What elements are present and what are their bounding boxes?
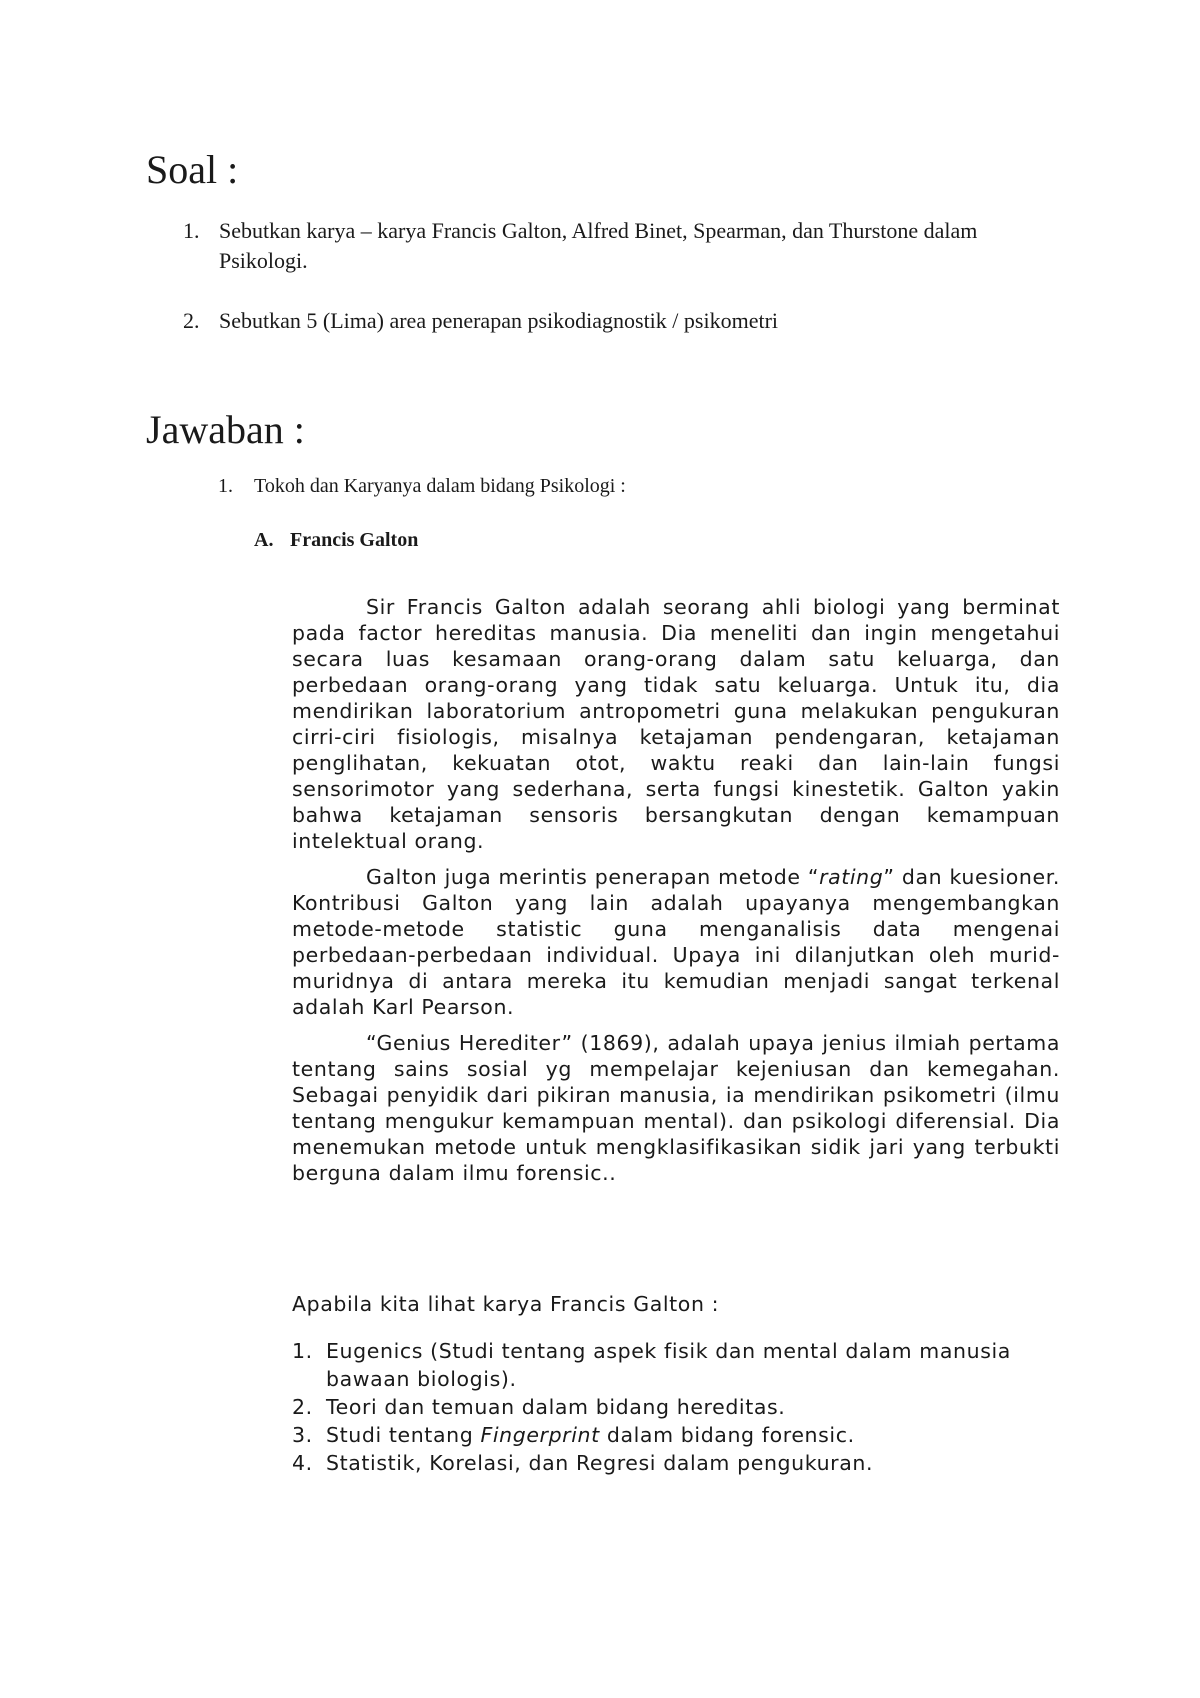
works-intro: Apabila kita lihat karya Francis Galton : xyxy=(292,1292,720,1316)
list-item xyxy=(292,1421,1062,1449)
paragraph-text: Galton juga merintis penerapan metode “ xyxy=(366,865,820,889)
list-number: 2. xyxy=(292,1395,313,1419)
list-item xyxy=(292,1393,1062,1421)
list-number: 3. xyxy=(292,1423,313,1447)
section-title: Francis Galton xyxy=(290,529,419,551)
section-heading xyxy=(254,526,418,554)
section-letter: A. xyxy=(254,529,274,551)
question-item xyxy=(183,306,1063,336)
answer-text: Tokoh dan Karyanya dalam bidang Psikologi : xyxy=(254,475,626,497)
question-number: 1. xyxy=(183,218,200,243)
question-text: Sebutkan 5 (Lima) area penerapan psikodiagnostik / psikometri xyxy=(219,308,779,333)
answer-number: 1. xyxy=(218,475,233,497)
list-text: Eugenics (Studi tentang aspek fisik dan mental dalam manusia bawaan biologis). xyxy=(326,1339,1011,1391)
list-emphasis: Fingerprint xyxy=(480,1423,600,1447)
paragraph: Sir Francis Galton adalah seorang ahli biologi yang berminat pada factor hereditas manusia. Dia meneliti dan ingin mengetahui secara luas kesamaan orang-orang dalam satu keluarga, dan perbedaan orang-orang yang tidak satu keluarga. Untuk itu, dia mendirikan laboratorium antropometri guna melakukan pengukuran cirri-ciri fisiologis, misalnya ketajaman pendengaran, ketajaman penglihatan, kekuatan otot, waktu reaki dan lain-lain fungsi sensorimotor yang sederhana, serta fungsi kinestetik. Galton yakin bahwa ketajaman sensoris bersangkutan dengan kemampuan intelektual orang. xyxy=(292,595,1060,853)
works-list xyxy=(292,1337,1062,1477)
answer-item xyxy=(218,472,626,500)
question-number: 2. xyxy=(183,308,200,333)
list-text: Statistik, Korelasi, dan Regresi dalam pengukuran. xyxy=(326,1451,874,1475)
list-item xyxy=(292,1337,1062,1393)
list-number: 4. xyxy=(292,1451,313,1475)
paragraph-emphasis: rating xyxy=(819,865,884,889)
paragraph: “Genius Herediter” (1869), adalah upaya jenius ilmiah pertama tentang sains sosial yg mempelajar kejeniusan dan kemegahan. Sebagai penyidik dari pikiran manusia, ia mendirikan psikometri (ilmu tentang mengukur kemampuan mental). dan psikologi diferensial. Dia menemukan metode untuk mengklasifikasikan sidik jari yang terbukti berguna dalam ilmu forensic.. xyxy=(292,1031,1060,1185)
list-item xyxy=(292,1449,1062,1477)
paragraph-text: ” dan kuesioner. Kontribusi Galton yang lain adalah upayanya mengembangkan metode-metode statistic guna menganalisis data mengenai perbedaan-perbedaan individual. Upaya ini dilanjutkan oleh murid-muridnya di antara mereka itu kemudian menjadi sangat terkenal adalah Karl Pearson. xyxy=(292,865,1060,1019)
galton-paragraphs xyxy=(292,594,1060,1196)
list-text: dalam bidang forensic. xyxy=(599,1423,855,1447)
list-text: Studi tentang xyxy=(326,1423,481,1447)
list-number: 1. xyxy=(292,1339,313,1363)
paragraph xyxy=(292,864,1060,1020)
list-text: Teori dan temuan dalam bidang hereditas. xyxy=(326,1395,786,1419)
soal-heading: Soal : xyxy=(146,147,239,192)
jawaban-heading: Jawaban : xyxy=(146,407,305,452)
question-item xyxy=(183,216,1063,276)
question-text: Sebutkan karya – karya Francis Galton, Alfred Binet, Spearman, dan Thurstone dalam Psikologi. xyxy=(219,218,978,273)
